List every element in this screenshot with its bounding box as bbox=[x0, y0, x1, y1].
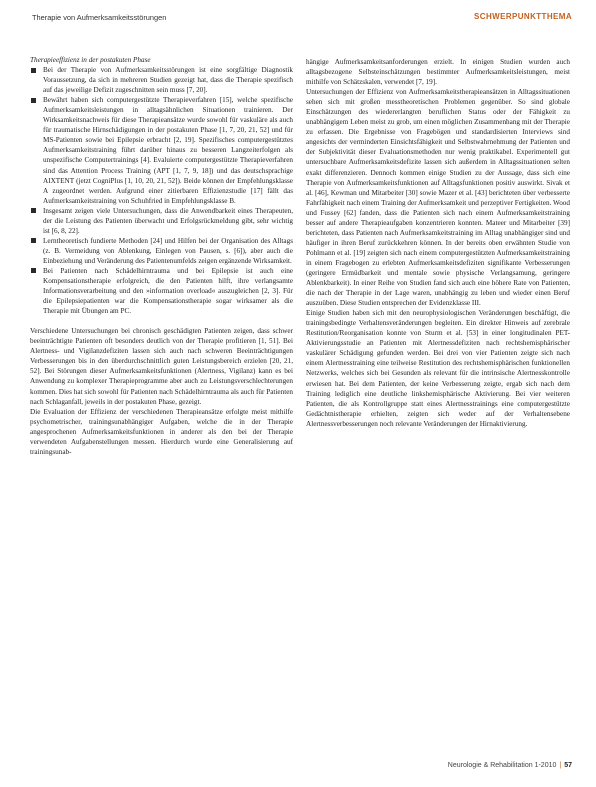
running-title: Therapie von Aufmerksamkeitsstörungen bbox=[32, 13, 167, 22]
bullet-item: Bei Patienten nach Schädelhirntrauma und bei Epilepsie ist auch eine Kompensationstherapie erfolgreich, die den Patienten hilft, ihre verlangsamte Informationsverarbeitung und den »information overload« auszugleichen [2, 3]. Für die Epilepsiepatienten war die Kompensationstherapie sogar wirksamer als die Therapie mit Übungen am PC. bbox=[30, 266, 293, 316]
bullet-list bbox=[30, 65, 293, 316]
body-paragraph: hängige Aufmerksamkeitsanforderungen erzielt. In einigen Studien wurden auch alltagsbezogene Selbsteinschätzungen bestimmter Aufmerksamkeitsleistungen, meist mithilfe von Schätzskalen, verwendet [7, 19]. bbox=[306, 58, 570, 87]
body-paragraph: Die Evaluation der Effizienz der verschiedenen Therapieansätze erfolgte meist mithilfe psychometrischer, trainingsunabhängiger Aufgaben, welche die in der Therapie angesprochenen Aufmerksamkeitsfunktionen in anderer als den bei der Therapie verwendeten Aufgabenstellungen messen. Hierdurch wurde eine Generalisierung auf trainingsunab- bbox=[30, 407, 293, 456]
subheading: Therapieeffizienz in der postakuten Phase bbox=[30, 56, 151, 64]
body-paragraph: Verschiedene Untersuchungen bei chronisch geschädigten Patienten zeigen, dass schwer beeinträchtigte Patienten oft besonders deutlich von der Therapie profitieren [1, 51]. Bei Alertness- und Vigilanzdefiziten lassen sich auch nach schweren Beeinträchtigungen Verbesserungen bis in den überdurchschnittlich guten Leistungsbereich erzielen [20, 21, 52]. Bei Störungen dieser Aufmerksamkeitsfunktionen (Alertness, Vigilanz) kann es bei Anwendung zu komplexer Therapieprogramme aber auch zu Leistungsverschlechterungen kommen. Dies hat sich sowohl für Patienten nach Schädelhirntrauma als auch für Patienten nach Schlaganfall, jeweils in der postakuten Phase, gezeigt. bbox=[30, 327, 293, 406]
page-number: 57 bbox=[564, 762, 572, 769]
section-label: SCHWERPUNKTTHEMA bbox=[474, 12, 572, 21]
bullet-item: Bei der Therapie von Aufmerksamkeitsstörungen ist eine sorgfältige Diagnostik Voraussetzung, da sich in mehreren Studien gezeigt hat, dass die Therapie spezifisch auf das jeweilige Defizit zugeschnitten sein muss [7, 20]. bbox=[30, 65, 293, 95]
right-column bbox=[306, 57, 570, 429]
body-paragraph: Untersuchungen der Effizienz von Aufmerksamkeitstherapieansätzen in Alltagssituationen sehen sich mit großen messtheoretischen Problemen gegenüber. So sind globale Einschätzungen des wiedererlangten beruflichen Status oder der Fähigkeit zu unabhängigem Leben meist zu grob, um einen möglichen Zusammenhang mit der Therapie zu erfassen. Die Ergebnisse von Fragebögen und standardisierten Interviews sind angesichts der verminderten Einsichtsfähigkeit und Selbstwahrnehmung der Patienten und der Subjektivität dieser Evaluationsmethoden nur wenig praktikabel. Experimentell gut untersuchbare Aufmerksamkeitsdefizite lassen sich außerdem in Alltagssituationen selten exakt differenzieren. Dennoch kommen einige Studien zu der Aussage, dass sich eine Therapie von Aufmerksamkeitsfunktionen auf Alltagsfunktionen positiv auswirkt. Sivak et al. [46], Kewman und Mitarbeiter [30] sowie Mazer et al. [43] berichteten über verbesserte Fahrfähigkeit nach einem Training der Aufmerksamkeit und perzeptiver Fertigkeiten. Wood und Fussey [62] fanden, dass die Patienten sich nach einem Aufmerksamkeitstraining besser auf andere Therapieaufgaben konzentrieren konnten. Mateer und Mitarbeiter [39] berichteten, dass Patienten nach Aufmerksamkeitstraining im Alltag unabhängiger sind und häufiger in ihren Beruf zurückkehren können. In der bereits oben erwähnten Studie von Pohlmann et al. [19] zeigten sich nach einem computergestützten Aufmerksamkeitstraining in einem Fragebogen zu erlebten Aufmerksamkeitsdefiziten signifikante Verbesserungen (geringere Ermüdbarkeit und mentale sowie physische Verlangsamung, geringere Ablenkbarkeit). In einer Reihe von Studien fand sich auch eine höhere Rate von Patienten, die nach der Therapie in der Lage waren, unabhängig zu leben und wieder einen Beruf auszuüben. Diese Studien entsprechen der Evidenzklasse III. bbox=[306, 88, 570, 308]
bullet-item: Bewährt haben sich computergestützte Therapieverfahren [15], welche spezifische Aufmerksamkeitsleistungen in alltagsähnlichen Situationen trainieren. Der Wirksamkeitsnachweis für diese Therapieansätze wurde sowohl für vaskuläre als auch für traumatische Hirnschädigungen in der postakuten Phase [1, 7, 20, 21, 52] und für MS-Patienten sowie bei Epilepsie erbracht [2, 19]. Spezifisches computergestütztes Aufmerksamkeitstraining führt darüber hinaus zu besseren Langzeiterfolgen als unspezifische Computertrainings [4]. Evaluierte computergestützte Therapieverfahren sind das Attention Process Training (APT [1, 7, 9, 18]) und das deutschsprachige AIXTENT (jetzt CogniPlus [1, 10, 20, 21, 52]). Beide können der Empfehlungsklasse A zugeordnet werden. Aufgrund einer zitierbaren Effizienzstudie [17] fällt das Aufmerksamkeitstraining von Schuhfried in Empfehlungsklasse B. bbox=[30, 95, 293, 206]
bullet-item: Lerntheoretisch fundierte Methoden [24] und Hilfen bei der Organisation des Alltags (z. B. Vermeidung von Ablenkung, Einlegen von Pausen, s. [6]), aber auch die Einbeziehung und Veränderung des Patientenumfelds zeigen ergänzende Wirksamkeit. bbox=[30, 236, 293, 266]
page-footer bbox=[448, 762, 572, 769]
body-paragraph: Einige Studien haben sich mit den neurophysiologischen Veränderungen beschäftigt, die trainingsbedingte Verhaltensveränderungen begleiten. Ein direkter Hinweis auf zerebrale Restitution/Reorganisation konnte von Sturm et al. [53] in einer longitudinalen PET-Aktivierungsstudie an Patienten mit Alertnessdefiziten nach rechtshemisphärischer vaskulärer Schädigung gefunden werden. Bei drei von vier Patienten zeigte sich nach einem Alertnesstraining eine teilweise Restitution des rechtshemisphärischen funktionellen Netzwerks, welches sich bei Gesunden als relevant für die intrinsische Alertnesskontrolle erwiesen hat. Bei dem Patienten, der keine Verbesserung zeigte, ergab sich nach dem Training lediglich eine deutliche linkshemisphärische Aktivierung. Bei vier weiteren Patienten, die als Kontrollgruppe statt eines Alertnesstrainings eine computergestützte Gedächtnistherapie erhielten, zeigten sich weder auf der Verhaltensebene Alertnessverbesserungen noch relevante Veränderungen der Hirnaktivierung. bbox=[306, 309, 570, 428]
footer-separator: | bbox=[559, 762, 562, 769]
journal-name: Neurologie & Rehabilitation 1-2010 bbox=[447, 762, 557, 769]
left-column bbox=[30, 55, 293, 457]
bullet-item: Insgesamt zeigen viele Untersuchungen, dass die Anwendbarkeit eines Therapeuten, der die Leistung des Patienten überwacht und Erfolgsrückmeldung gibt, sehr wichtig ist [6, 8, 22]. bbox=[30, 206, 293, 236]
